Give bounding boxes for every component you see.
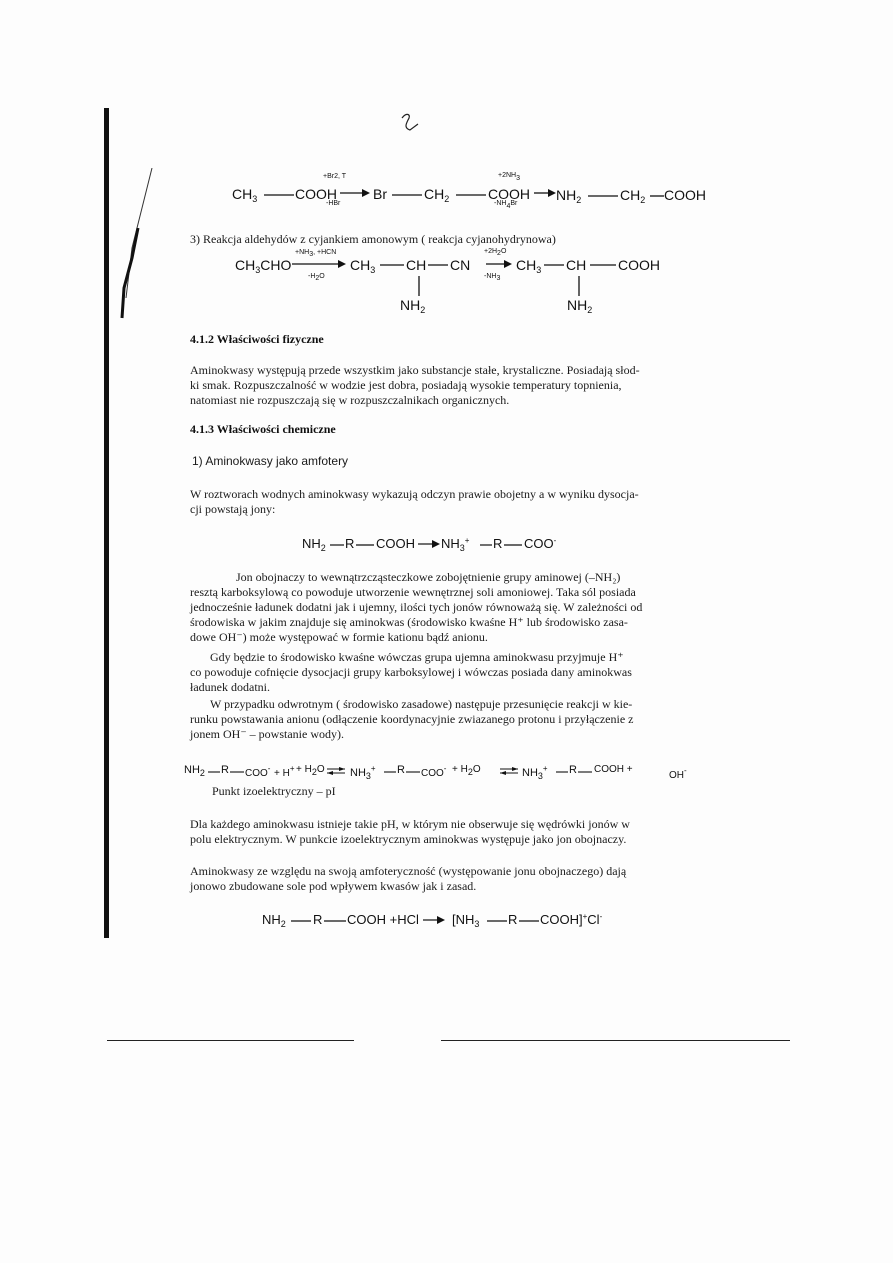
equilibrium-arrow [500, 767, 518, 775]
r2-cooh: COOH [618, 257, 660, 273]
r1-condition2-bottom: -NH4Br [494, 200, 518, 210]
margin-pen-mark [112, 168, 162, 328]
text-line: Jon obojnaczy to wewnątrzcząsteczkowe zobojętnienie grupy aminowej (–NH₂) [236, 570, 621, 584]
eq3-tail: COOH]+Cl- [540, 912, 603, 927]
eq2-proton: + H+ [274, 764, 295, 779]
r2-condition1-bottom: -H2O [308, 273, 325, 282]
text-line: resztą karboksylową co powoduje utworzenie wewnętrznej soli amoniowej. Taka sól posiada [190, 585, 636, 599]
eq1-nh2: $NH_2$ [302, 536, 326, 553]
r2-cn: CN [450, 257, 471, 273]
eq3-cooh-hcl: COOH +HCl [347, 912, 419, 927]
reaction-arrow [418, 540, 440, 548]
text-line: środowiska w jakim znajduje się aminokwas (środowisko kwaśne H⁺ lub środowisko zasa- [190, 615, 628, 629]
text-line: ki smak. Rozpuszczalność w wodzie jest dobra, posiadają wysokie temperatury topnienia, [190, 378, 622, 392]
r1-cooh: COOH [295, 186, 337, 202]
r1-cooh3: COOH [664, 187, 706, 203]
reaction-arrow [340, 189, 370, 197]
eq2-cooh: COOH + [594, 764, 633, 775]
paragraph-zwitterion [190, 570, 703, 645]
eq2-r1: R [221, 764, 229, 776]
text-line: Aminokwasy ze względu na swoją amfoteryczność (występowanie jonu obojnaczego) dają [190, 864, 627, 878]
reaction-arrow [423, 916, 445, 924]
r2-ch: CH [406, 257, 427, 273]
r2-nh2-a: $NH_2$ [400, 297, 426, 315]
eq2-coo: COO- [245, 764, 271, 779]
heading-4-1-2: 4.1.2 Właściwości fizyczne [190, 332, 324, 346]
r1-nh2: $NH_2$ [556, 187, 582, 205]
eq2-water-b: + H2O [452, 764, 481, 777]
reaction-arrow [292, 260, 346, 268]
eq2-nh3-a: $NH_3^+$ [350, 764, 376, 781]
eq2-coo-b: COO- [421, 764, 447, 779]
eq2-r2: R [397, 764, 405, 776]
reaction-arrow [534, 189, 556, 197]
section3-title: 3) Reakcja aldehydów z cyjankiem amonowym ( reakcja cyjanohydrynowa) [190, 232, 556, 246]
r1-condition2-top: +2NH3 [498, 172, 520, 182]
r2-condition2-top: +2H2O [484, 248, 507, 257]
eq3-nh3: [$NH_3$ [452, 912, 480, 929]
r1-br: Br [373, 186, 387, 202]
r2-ch2: CH [566, 257, 587, 273]
eq1-cooh: COOH [376, 536, 415, 551]
eq1-r2: R [493, 536, 503, 551]
text-line: ładunek dodatni. [190, 680, 270, 694]
equilibrium-arrow [327, 767, 345, 775]
isoelectric-point-label: Punkt izoelektryczny – pI [212, 784, 336, 798]
text-line: co powoduje cofnięcie dysocjacji grupy karboksylowej i wówczas posiada dany aminokwas [190, 665, 632, 679]
r1-ch3: $CH_3$ [232, 186, 258, 204]
footer-rule-left [107, 1040, 354, 1041]
paragraph-intro [190, 487, 703, 517]
eq2-nh3-b: $NH_3^+$ [522, 764, 548, 781]
text-line: Gdy będzie to środowisko kwaśne wówczas grupa ujemna aminokwasu przyjmuje H⁺ [210, 650, 624, 664]
reaction-arrow [486, 260, 512, 268]
text-line: W przypadku odwrotnym ( środowisko zasadowe) następuje przesunięcie reakcji w kie- [210, 697, 633, 711]
text-line: dowe OH⁻) może występować w formie kationu bądź anionu. [190, 630, 488, 644]
text-line: jednocześnie ładunek dodatni jak i ujemny, ilości tych jonów równoważą się. W zależności od [190, 600, 643, 614]
r2-nh2-b: $NH_2$ [567, 297, 593, 315]
eq2-water: + H2O [296, 764, 325, 777]
text-line: polu elektrycznym. W punkcie izoelektrycznym aminokwas występuje jako jon obojnaczy. [190, 832, 627, 846]
eq1-r1: R [345, 536, 355, 551]
r1-condition-top: +Br2, T [323, 173, 347, 180]
list-item-amphoteric: 1) Aminokwasy jako amfotery [192, 454, 349, 468]
r2-condition2-bottom: -NH3 [484, 273, 501, 282]
eq3-r1: R [313, 912, 323, 927]
eq2-nh2: $NH_2$ [184, 764, 205, 778]
eq1-nh3: $NH_3^+$ [441, 536, 470, 553]
text-line: jonem OH⁻ – powstanie wody). [190, 727, 344, 741]
text-line: runku powstawania anionu (odłączenie koordynacyjnie zwiazanego protonu i przyłączenie z [190, 712, 634, 726]
eq3-nh2: $NH_2$ [262, 912, 286, 929]
r2-ch3b: $CH_3$ [516, 257, 542, 275]
paragraph-acidic [190, 650, 703, 695]
footer-rule-right [441, 1040, 790, 1041]
paragraph-physical-properties [190, 363, 703, 408]
r1-ch2b: $CH_2$ [620, 187, 646, 205]
text-line: W roztworach wodnych aminokwasy wykazują odczyn prawie obojetny a w wyniku dysocja- [190, 487, 639, 501]
r2-ch3cho: $CH_3CHO$ [235, 257, 292, 275]
text-line: natomiast nie rozpuszczają się w rozpuszczalnikach organicznych. [190, 393, 510, 407]
eq2-oh: OH- [669, 766, 687, 781]
handwritten-mark [398, 110, 424, 136]
eq2-r3: R [569, 764, 577, 776]
r2-condition1-top: +NH3, +HCN [295, 249, 337, 258]
paragraph-basic [190, 697, 703, 742]
text-line: jonowo zbudowane sole pod wpływem kwasów jak i zasad. [190, 879, 477, 893]
paragraph-ph [190, 817, 703, 847]
heading-4-1-3: 4.1.3 Właściwości chemiczne [190, 422, 336, 436]
r1-cooh2: COOH [488, 186, 530, 202]
binding-edge [104, 108, 109, 938]
r1-condition-bottom: -HBr [326, 200, 341, 207]
r1-ch2: $CH_2$ [424, 186, 450, 204]
text-line: cji powstają jony: [190, 502, 276, 516]
text-line: Aminokwasy występują przede wszystkim jako substancje stałe, krystaliczne. Posiadają słod- [190, 363, 640, 377]
r2-ch3: $CH_3$ [350, 257, 376, 275]
paragraph-amphoteric-salts [190, 864, 703, 894]
text-line: Dla każdego aminokwasu istnieje takie pH, w którym nie obserwuje się wędrówki jonów w [190, 817, 630, 831]
eq3-r2: R [508, 912, 518, 927]
eq1-coo: COO- [524, 536, 557, 551]
